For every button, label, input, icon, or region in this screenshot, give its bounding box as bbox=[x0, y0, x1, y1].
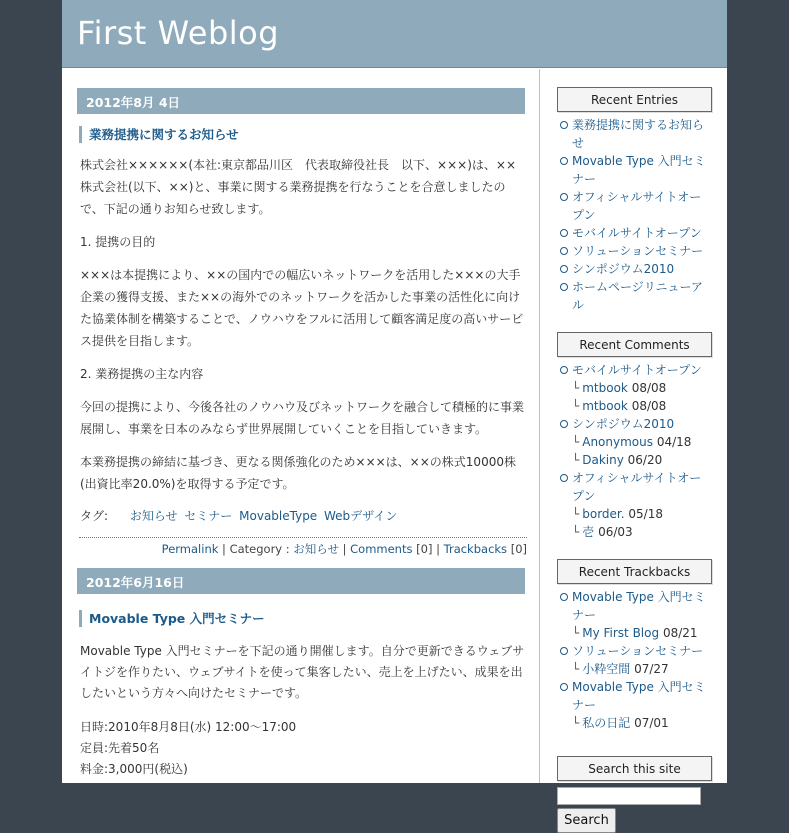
recent-entry-link[interactable]: オフィシャルサイトオープン bbox=[572, 190, 702, 222]
trackback-entry-link[interactable]: Movable Type 入門セミナー bbox=[572, 590, 706, 622]
widget-title: Recent Trackbacks bbox=[557, 559, 712, 584]
comment-row bbox=[557, 433, 712, 451]
schedule-line: 日時:2010年8月8日(水) 12:00〜17:00 bbox=[80, 720, 297, 734]
entry-date: 2012年8月 4日 bbox=[77, 88, 525, 114]
search-input[interactable] bbox=[557, 787, 701, 805]
recent-entry-link[interactable]: Movable Type 入門セミナー bbox=[572, 154, 706, 186]
trackback-blog-link[interactable]: 私の日記 bbox=[582, 716, 631, 730]
corner-glyph: └ bbox=[572, 716, 580, 730]
comment-date: 04/18 bbox=[656, 435, 692, 449]
seminar-schedule bbox=[80, 717, 539, 780]
entry-paragraph: ×××は本提携により、××の国内での幅広いネットワークを活用した×××の大手企業の獲得支援、また××の海外でのネットワークを活かした事業の活性化に向けた協業体制を構築することで、ノウハウをフルに活用して顧客満足度の高いサービス提供を目指します。 bbox=[80, 268, 524, 348]
recent-entry-link[interactable]: モバイルサイトオープン bbox=[572, 226, 702, 240]
recent-entry-link[interactable]: シンポジウム2010 bbox=[572, 262, 675, 276]
corner-glyph: └ bbox=[572, 381, 580, 395]
schedule-line: 料金:3,000円(税込) bbox=[80, 762, 188, 776]
list-item bbox=[557, 415, 712, 433]
widget-title: Recent Entries bbox=[557, 87, 712, 112]
trackback-blog-link[interactable]: My First Blog bbox=[582, 626, 660, 640]
corner-glyph: └ bbox=[572, 525, 580, 539]
tag-link[interactable]: MovableType bbox=[239, 509, 318, 523]
footer-separator: | Category : bbox=[218, 542, 294, 556]
trackback-date: 07/27 bbox=[634, 662, 669, 676]
entry-date: 2012年6月16日 bbox=[77, 568, 525, 594]
entry-title-link[interactable]: Movable Type 入門セミナー bbox=[89, 611, 265, 626]
schedule-line: 定員:先着50名 bbox=[80, 741, 160, 755]
list-item bbox=[557, 116, 712, 152]
trackback-date: 07/01 bbox=[634, 716, 669, 730]
widget-title: Recent Comments bbox=[557, 332, 712, 357]
tag-link[interactable]: Webデザイン bbox=[324, 509, 398, 523]
entry bbox=[62, 88, 539, 556]
comment-row bbox=[557, 379, 712, 397]
entry-paragraph: 1. 提携の目的 bbox=[80, 235, 156, 249]
tags-label: タグ: bbox=[80, 509, 109, 523]
list-item bbox=[557, 188, 712, 224]
comment-row bbox=[557, 397, 712, 415]
blog-header bbox=[62, 0, 727, 68]
comment-author-link[interactable]: Dakiny bbox=[582, 453, 624, 467]
comment-author-link[interactable]: mtbook bbox=[582, 381, 628, 395]
list-item bbox=[557, 361, 712, 379]
comment-entry-link[interactable]: オフィシャルサイトオープン bbox=[572, 471, 702, 503]
blog-title[interactable]: First Weblog bbox=[77, 14, 280, 52]
corner-glyph: └ bbox=[572, 435, 580, 449]
entry-title bbox=[79, 610, 539, 627]
comment-author-link[interactable]: mtbook bbox=[582, 399, 628, 413]
entry-title bbox=[79, 126, 539, 143]
entry-paragraph: 2. 業務提携の主な内容 bbox=[80, 367, 204, 381]
sidebar bbox=[541, 69, 727, 828]
recent-comments-widget bbox=[557, 332, 712, 541]
comment-date: 08/08 bbox=[631, 399, 667, 413]
entry-paragraph: 株式会社××××××(本社:東京都品川区 代表取締役社長 以下、×××)は、××株式会社(以下、××)と、事業に関する業務提携を行なうことを合意しましたので、下記の通りお知らせ致します。 bbox=[80, 158, 517, 216]
recent-trackbacks-widget bbox=[557, 559, 712, 732]
corner-glyph: └ bbox=[572, 626, 580, 640]
comment-entry-link[interactable]: シンポジウム2010 bbox=[572, 417, 675, 431]
page bbox=[62, 0, 727, 828]
category-link[interactable]: お知らせ bbox=[293, 542, 339, 556]
list-item bbox=[557, 588, 712, 624]
main-content bbox=[62, 69, 540, 783]
list-item bbox=[557, 469, 712, 505]
entry-title-link[interactable]: 業務提携に関するお知らせ bbox=[89, 127, 239, 142]
corner-glyph: └ bbox=[572, 399, 580, 413]
comment-row bbox=[557, 505, 712, 523]
trackback-row bbox=[557, 714, 712, 732]
comments-count: [0] | bbox=[412, 542, 444, 556]
corner-glyph: └ bbox=[572, 453, 580, 467]
comment-author-link[interactable]: Anonymous bbox=[582, 435, 653, 449]
trackback-date: 08/21 bbox=[662, 626, 698, 640]
entry-paragraph: 本業務提携の締結に基づき、更なる関係強化のため×××は、××の株式10000株(出資比率20.0%)を取得する予定です。 bbox=[80, 455, 516, 491]
comment-date: 06/03 bbox=[598, 525, 633, 539]
comment-date: 06/20 bbox=[627, 453, 663, 467]
comment-row bbox=[557, 523, 712, 541]
corner-glyph: └ bbox=[572, 662, 580, 676]
footer-separator: | bbox=[338, 542, 351, 556]
comment-entry-link[interactable]: モバイルサイトオープン bbox=[572, 363, 702, 377]
trackbacks-link[interactable]: Trackbacks bbox=[443, 542, 508, 556]
entry-footer bbox=[79, 537, 527, 556]
trackbacks-count: [0] bbox=[507, 542, 527, 556]
trackback-entry-link[interactable]: ソリューションセミナー bbox=[572, 644, 704, 658]
comment-author-link[interactable]: border. bbox=[582, 507, 625, 521]
recent-entry-link[interactable]: ホームページリニューアル bbox=[572, 280, 703, 312]
comment-date: 08/08 bbox=[631, 381, 667, 395]
search-widget bbox=[557, 756, 712, 833]
list-item bbox=[557, 242, 712, 260]
list-item bbox=[557, 642, 712, 660]
list-item bbox=[557, 152, 712, 188]
list-item bbox=[557, 224, 712, 242]
trackback-blog-link[interactable]: 小粋空間 bbox=[582, 662, 631, 676]
comments-link[interactable]: Comments bbox=[350, 542, 413, 556]
widget-title: Search this site bbox=[557, 756, 712, 781]
entry-paragraph: 今回の提携により、今後各社のノウハウ及びネットワークを融合して積極的に事業展開し、事業を日本のみならず世界展開していくことを目指していきます。 bbox=[80, 400, 525, 436]
list-item bbox=[557, 678, 712, 714]
entry-paragraph: Movable Type 入門セミナーを下記の通り開催します。自分で更新できるウェブサイトジを作りたい、ウェブサイトを使って集客したい、売上を上げたい、成果を出したいという方々へ向けたセミナーです。 bbox=[80, 644, 525, 700]
tag-link[interactable]: お知らせ bbox=[129, 509, 178, 523]
corner-glyph: └ bbox=[572, 507, 580, 521]
tag-link[interactable]: セミナー bbox=[184, 509, 233, 523]
recent-entry-link[interactable]: ソリューションセミナー bbox=[572, 244, 704, 258]
list-item bbox=[557, 260, 712, 278]
entry-body bbox=[80, 154, 526, 495]
trackback-row bbox=[557, 624, 712, 642]
search-form bbox=[557, 787, 712, 833]
entry-tags bbox=[80, 506, 539, 526]
comment-author-link[interactable]: 壱 bbox=[582, 525, 595, 539]
recent-entry-link[interactable]: 業務提携に関するお知らせ bbox=[572, 118, 705, 150]
trackback-entry-link[interactable]: Movable Type 入門セミナー bbox=[572, 680, 706, 712]
recent-entries-widget bbox=[557, 87, 712, 314]
entry-body bbox=[80, 641, 526, 704]
search-button[interactable]: Search bbox=[557, 808, 616, 833]
trackback-row bbox=[557, 660, 712, 678]
entry bbox=[62, 568, 539, 780]
list-item bbox=[557, 278, 712, 314]
permalink-link[interactable]: Permalink bbox=[161, 542, 219, 556]
comment-date: 05/18 bbox=[628, 507, 663, 521]
comment-row bbox=[557, 451, 712, 469]
